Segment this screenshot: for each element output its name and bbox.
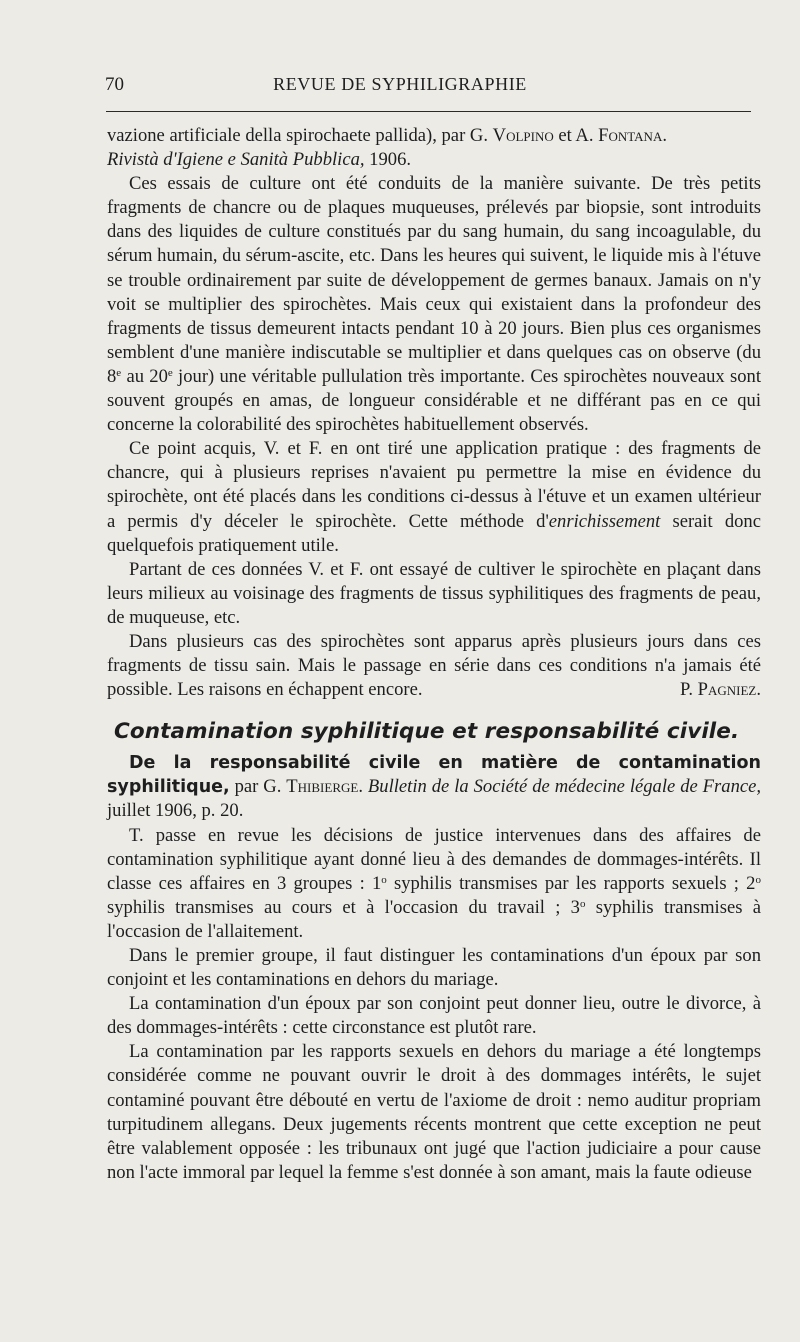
article2-paragraph (107, 824, 761, 944)
section-title: Contamination syphilitique et responsabilité civile. (114, 719, 740, 745)
ref-text: et A. (553, 125, 599, 146)
article-title: De la responsabilité civile en matière de contamination syphilitique, (107, 753, 761, 798)
page-header (0, 70, 800, 100)
paragraph-text: Dans plusieurs cas des spirochètes sont apparus après plusieurs jours dans ces fragments de tissu sain. Mais le passage en série dans ces conditions n'a jamais été possible. Les raisons en échappent encore. (107, 630, 761, 701)
signature-name: Pagniez (697, 679, 757, 701)
article1-paragraph (107, 630, 761, 702)
paragraph-text: serait donc quelquefois pratiquement utile. (107, 510, 761, 556)
ref-author: Volpino (492, 125, 554, 146)
superscript: o (381, 873, 387, 886)
ref-text: . (662, 125, 667, 146)
superscript: e (116, 366, 122, 379)
paragraph-text: syphilis transmises par les rapports sexuels ; 2 (386, 872, 756, 894)
article1-paragraph (107, 437, 761, 557)
ref-date: juillet 1906, p. 20. (107, 800, 244, 822)
article2-paragraph: La contamination par les rapports sexuels en dehors du mariage a été longtemps considérée comme ne pouvant ouvrir le droit à des dommages intérêts, le sujet contaminé pouvant être débouté en vertu de l'axiome de droit : nemo auditur propriam turpitudinem allegans. Deux jugements récents montrent que cette exception ne peut être valablement opposée : les tribunaux ont jugé que l'action judiciaire a pour cause non l'acte immoral par lequel la femme s'est donnée à son amant, mais la faute odieuse (107, 1041, 761, 1183)
emphasis: enrichissement (548, 510, 661, 532)
ref-text: . (358, 776, 368, 798)
ref-year: 1906. (364, 149, 412, 171)
ref-text: par G. (229, 776, 287, 798)
signature-end: . (756, 679, 761, 701)
signature (658, 678, 761, 702)
article2-paragraph: La contamination d'un époux par son conjoint peut donner lieu, outre le divorce, à des dommages-intérêts : cette circonstance est plutôt rare. (107, 993, 761, 1039)
article2-paragraph: Dans le premier groupe, il faut distinguer les contaminations d'un époux par son conjoint et les contaminations en dehors du mariage. (107, 945, 761, 991)
article2-reference (107, 751, 761, 823)
ref-text: vazione artificiale della spirochaete pallida), par G. (107, 125, 493, 146)
paragraph-text: Ces essais de culture ont été conduits de la manière suivante. De très petits fragments de chancre ou de plaques muqueuses, prélevés par biopsie, sont introduits dans des liquides de culture constitués par du sang humain, du sang incoagulable, du sérum humain, du sérum-ascite, etc. Dans les heures qui suivent, le liquide mis à l'étuve se trouble ordinairement par suite de développement de germes banaux. Jamais on n'y voit se multiplier des spirochètes. Mais ceux qui existaient dans la profondeur des fragments de tissus demeurent intacts pendant 10 à 20 jours. Bien plus ces organismes semblent d'une manière indiscutable se multiplier et dans quelques cas on observe (du 8 (107, 173, 761, 387)
paragraph-text: Ce point acquis, V. et F. en ont tiré une application pratique : des fragments de chancre, qui à plusieurs reprises n'avaient pu permettre la mise en évidence du spirochète, ont été placés dans les conditions ci-dessus à l'étuve et un examen ultérieur a permis d'y déceler le spirochète. Cette méthode d' (107, 438, 761, 532)
page-number: 70 (105, 74, 124, 95)
paragraph-text: T. passe en revue les décisions de justice intervenues dans des affaires de contamination syphilitique ayant donné lieu à des demandes de dommages-intérêts. Il classe ces affaires en 3 groupes : 1 (107, 824, 761, 894)
article1-reference (107, 124, 761, 172)
signature-initial: P. (680, 679, 698, 701)
page-body (107, 124, 761, 1185)
article1-paragraph (107, 172, 761, 437)
paragraph-text: au 20 (121, 365, 168, 387)
running-title: REVUE DE SYPHILIGRAPHIE (273, 74, 527, 94)
header-rule (106, 111, 751, 112)
superscript: o (755, 873, 761, 886)
ref-journal: Bulletin de la Société de médecine légale de France, (367, 776, 762, 798)
ref-author: Fontana (598, 125, 663, 146)
ref-author: Thibierge (286, 776, 359, 798)
paragraph-text: syphilis transmises à l'occasion de l'allaitement. (107, 896, 761, 942)
ref-journal: Rivistà d'Igiene e Sanità Pubblica, (107, 149, 365, 171)
paragraph-text: syphilis transmises au cours et à l'occasion du travail ; 3 (107, 896, 580, 918)
article1-paragraph: Partant de ces données V. et F. ont essayé de cultiver le spirochète en plaçant dans leurs milieux au voisinage des fragments de tissus syphilitiques des fragments de peau, de muqueuse, etc. (107, 558, 761, 628)
superscript: e (167, 366, 173, 379)
superscript: o (579, 897, 586, 910)
paragraph-text: jour) une véritable pullulation très importante. Ces spirochètes nouveaux sont souvent groupés en amas, de longueur considérable et ne différant pas en ce qui concerne la colorabilité des spirochètes habituellement observés. (107, 365, 761, 436)
